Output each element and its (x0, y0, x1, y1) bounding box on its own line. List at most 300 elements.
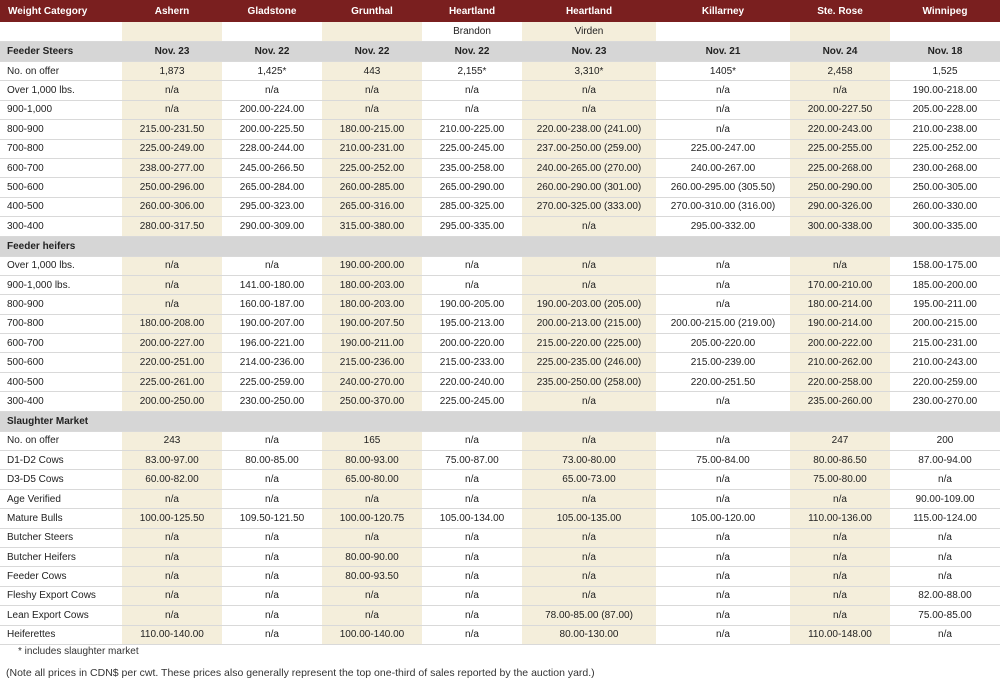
table-row (0, 256, 1000, 275)
table-row (0, 217, 1000, 236)
table-cell: 80.00-85.00 (222, 451, 322, 470)
table-cell: n/a (122, 81, 222, 100)
row-label: 800-900 (0, 295, 122, 314)
table-cell: 65.00-73.00 (522, 470, 656, 489)
row-label: Over 1,000 lbs. (0, 256, 122, 275)
table-row (0, 314, 1000, 333)
table-cell: n/a (322, 100, 422, 119)
table-row (0, 547, 1000, 566)
table-cell: Nov. 24 (790, 42, 890, 62)
table-cell: n/a (122, 528, 222, 547)
table-cell: 200.00-222.00 (790, 334, 890, 353)
table-cell: n/a (322, 81, 422, 100)
table-cell: 83.00-97.00 (122, 451, 222, 470)
table-cell: 260.00-285.00 (322, 178, 422, 197)
table-cell: n/a (890, 547, 1000, 566)
table-row (0, 606, 1000, 625)
table-cell: n/a (422, 528, 522, 547)
table-cell: 290.00-309.00 (222, 217, 322, 236)
table-cell (222, 236, 322, 256)
table-cell: 210.00-262.00 (790, 353, 890, 372)
table-cell: n/a (522, 528, 656, 547)
table-cell: 215.00-220.00 (225.00) (522, 334, 656, 353)
table-cell: 210.00-225.00 (422, 120, 522, 139)
table-cell (222, 22, 322, 42)
table-cell (422, 236, 522, 256)
table-cell: n/a (422, 547, 522, 566)
table-cell: n/a (656, 295, 790, 314)
row-label: Mature Bulls (0, 509, 122, 528)
table-cell: 1405* (656, 62, 790, 81)
table-cell: 270.00-325.00 (333.00) (522, 197, 656, 216)
table-cell: n/a (522, 567, 656, 586)
table-cell: n/a (122, 586, 222, 605)
table-cell: 200.00-224.00 (222, 100, 322, 119)
table-cell: n/a (656, 586, 790, 605)
table-cell: 200 (890, 431, 1000, 450)
table-cell: 190.00-211.00 (322, 334, 422, 353)
row-label: 900-1,000 lbs. (0, 275, 122, 294)
table-row (0, 62, 1000, 81)
table-cell (790, 236, 890, 256)
table-cell: n/a (422, 256, 522, 275)
table-cell: 110.00-140.00 (122, 625, 222, 644)
table-cell: 295.00-332.00 (656, 217, 790, 236)
table-cell: n/a (656, 625, 790, 644)
table-cell: n/a (656, 489, 790, 508)
table-cell: 190.00-218.00 (890, 81, 1000, 100)
table-cell: 220.00-238.00 (241.00) (522, 120, 656, 139)
table-cell: 280.00-317.50 (122, 217, 222, 236)
table-cell: 260.00-330.00 (890, 197, 1000, 216)
table-cell (422, 411, 522, 431)
table-cell: 185.00-200.00 (890, 275, 1000, 294)
table-cell: 1,873 (122, 62, 222, 81)
table-cell: n/a (122, 256, 222, 275)
table-cell: 215.00-239.00 (656, 353, 790, 372)
table-cell: 215.00-236.00 (322, 353, 422, 372)
row-label: 500-600 (0, 178, 122, 197)
table-cell: 285.00-325.00 (422, 197, 522, 216)
table-cell (522, 411, 656, 431)
table-cell: 200.00-250.00 (122, 392, 222, 411)
table-cell: 115.00-124.00 (890, 509, 1000, 528)
table-row (0, 139, 1000, 158)
table-cell: Heartland (522, 0, 656, 22)
table-cell: 220.00-251.00 (122, 353, 222, 372)
table-cell: 141.00-180.00 (222, 275, 322, 294)
table-cell: 75.00-80.00 (790, 470, 890, 489)
table-cell (890, 236, 1000, 256)
table-cell: 2,458 (790, 62, 890, 81)
table-cell: n/a (790, 606, 890, 625)
table-cell: Nov. 23 (522, 42, 656, 62)
table-cell: 247 (790, 431, 890, 450)
table-cell: n/a (122, 275, 222, 294)
row-label: 700-800 (0, 314, 122, 333)
table-cell: n/a (890, 567, 1000, 586)
table-cell: n/a (890, 625, 1000, 644)
table-cell: 235.00-260.00 (790, 392, 890, 411)
table-cell: 260.00-306.00 (122, 197, 222, 216)
table-row (0, 372, 1000, 391)
table-cell: n/a (656, 392, 790, 411)
table-cell: 225.00-268.00 (790, 158, 890, 177)
table-cell: 250.00-305.00 (890, 178, 1000, 197)
table-cell: Nov. 22 (222, 42, 322, 62)
table-row (0, 528, 1000, 547)
table-cell: Ste. Rose (790, 0, 890, 22)
table-cell: 205.00-220.00 (656, 334, 790, 353)
row-label: D1-D2 Cows (0, 451, 122, 470)
table-cell: 80.00-93.50 (322, 567, 422, 586)
table-cell: n/a (222, 606, 322, 625)
table-cell: 230.00-268.00 (890, 158, 1000, 177)
table-cell: 105.00-120.00 (656, 509, 790, 528)
table-cell: 260.00-290.00 (301.00) (522, 178, 656, 197)
table-cell: 100.00-120.75 (322, 509, 422, 528)
table-cell: 200.00-227.50 (790, 100, 890, 119)
table-cell: 240.00-267.00 (656, 158, 790, 177)
table-cell: n/a (122, 489, 222, 508)
table-cell: n/a (322, 606, 422, 625)
table-cell: 230.00-270.00 (890, 392, 1000, 411)
table-cell: n/a (522, 275, 656, 294)
table-cell: 290.00-326.00 (790, 197, 890, 216)
table-row (0, 392, 1000, 411)
table-cell: n/a (122, 567, 222, 586)
row-label: Feeder Steers (0, 42, 122, 62)
table-cell: n/a (790, 567, 890, 586)
table-cell: 260.00-295.00 (305.50) (656, 178, 790, 197)
table-cell: n/a (222, 547, 322, 566)
table-row (0, 120, 1000, 139)
table-cell (322, 22, 422, 42)
table-row (0, 178, 1000, 197)
table-cell: 235.00-258.00 (422, 158, 522, 177)
table-cell: 225.00-245.00 (422, 139, 522, 158)
table-cell: Nov. 22 (322, 42, 422, 62)
table-cell: n/a (656, 100, 790, 119)
table-cell (122, 411, 222, 431)
table-cell: Gladstone (222, 0, 322, 22)
table-cell: n/a (322, 489, 422, 508)
table-cell: 315.00-380.00 (322, 217, 422, 236)
table-cell: n/a (422, 567, 522, 586)
table-cell: 195.00-211.00 (890, 295, 1000, 314)
table-cell: n/a (656, 275, 790, 294)
subheader-row (0, 22, 1000, 42)
table-cell: 110.00-136.00 (790, 509, 890, 528)
table-cell: n/a (422, 625, 522, 644)
table-cell: 105.00-134.00 (422, 509, 522, 528)
table-cell: n/a (522, 392, 656, 411)
table-cell: n/a (890, 470, 1000, 489)
table-cell: n/a (522, 217, 656, 236)
table-cell: n/a (222, 256, 322, 275)
table-cell: 196.00-221.00 (222, 334, 322, 353)
table-cell: Brandon (422, 22, 522, 42)
table-cell: Winnipeg (890, 0, 1000, 22)
table-cell: 160.00-187.00 (222, 295, 322, 314)
table-row (0, 567, 1000, 586)
table-cell: Nov. 18 (890, 42, 1000, 62)
row-label: 700-800 (0, 139, 122, 158)
table-cell (522, 236, 656, 256)
table-cell: 190.00-203.00 (205.00) (522, 295, 656, 314)
table-cell: 80.00-90.00 (322, 547, 422, 566)
table-cell: 200.00-225.50 (222, 120, 322, 139)
table-cell: n/a (656, 256, 790, 275)
table-cell: 80.00-86.50 (790, 451, 890, 470)
table-cell (122, 236, 222, 256)
table-row (0, 625, 1000, 644)
table-cell (322, 411, 422, 431)
table-cell: 60.00-82.00 (122, 470, 222, 489)
table-cell: 215.00-233.00 (422, 353, 522, 372)
table-cell: Grunthal (322, 0, 422, 22)
row-label: No. on offer (0, 62, 122, 81)
table-cell: 1,425* (222, 62, 322, 81)
table-cell: 225.00-249.00 (122, 139, 222, 158)
row-label: Butcher Heifers (0, 547, 122, 566)
table-cell: n/a (656, 81, 790, 100)
table-cell: n/a (422, 586, 522, 605)
table-cell: 210.00-238.00 (890, 120, 1000, 139)
table-cell: 82.00-88.00 (890, 586, 1000, 605)
table-cell: n/a (122, 606, 222, 625)
table-cell: 75.00-84.00 (656, 451, 790, 470)
table-cell: 225.00-259.00 (222, 372, 322, 391)
table-cell: n/a (656, 547, 790, 566)
table-cell: 300.00-338.00 (790, 217, 890, 236)
table-row (0, 509, 1000, 528)
table-cell: 170.00-210.00 (790, 275, 890, 294)
table-cell: n/a (222, 431, 322, 450)
table-cell: 235.00-250.00 (258.00) (522, 372, 656, 391)
table-row (0, 431, 1000, 450)
price-note: (Note all prices in CDN$ per cwt. These prices also generally represent the top one-third of sales reported by the auction yard.) (6, 667, 595, 679)
row-label: Lean Export Cows (0, 606, 122, 625)
table-cell: 443 (322, 62, 422, 81)
row-label: Slaughter Market (0, 411, 122, 431)
row-label: 400-500 (0, 372, 122, 391)
table-cell: 200.00-215.00 (890, 314, 1000, 333)
table-row (0, 81, 1000, 100)
section-row (0, 411, 1000, 431)
table-cell: n/a (790, 547, 890, 566)
table-row (0, 334, 1000, 353)
row-label: D3-D5 Cows (0, 470, 122, 489)
table-cell: Heartland (422, 0, 522, 22)
table-cell: 195.00-213.00 (422, 314, 522, 333)
table-cell (656, 236, 790, 256)
table-cell: n/a (222, 489, 322, 508)
header-row (0, 0, 1000, 22)
row-label: Feeder heifers (0, 236, 122, 256)
table-cell: 80.00-93.00 (322, 451, 422, 470)
table-cell: n/a (890, 528, 1000, 547)
table-cell: 220.00-251.50 (656, 372, 790, 391)
table-cell: 270.00-310.00 (316.00) (656, 197, 790, 216)
table-cell: 237.00-250.00 (259.00) (522, 139, 656, 158)
row-label (0, 22, 122, 42)
table-cell: 238.00-277.00 (122, 158, 222, 177)
table-cell: 200.00-220.00 (422, 334, 522, 353)
table-cell: 250.00-296.00 (122, 178, 222, 197)
table-cell: n/a (422, 275, 522, 294)
table-row (0, 100, 1000, 119)
table-cell: 110.00-148.00 (790, 625, 890, 644)
table-row (0, 489, 1000, 508)
row-label: 400-500 (0, 197, 122, 216)
table-cell: n/a (422, 489, 522, 508)
table-cell (656, 22, 790, 42)
row-label: Feeder Cows (0, 567, 122, 586)
table-cell (322, 236, 422, 256)
table-cell: 250.00-370.00 (322, 392, 422, 411)
table-row (0, 586, 1000, 605)
table-cell: 200.00-215.00 (219.00) (656, 314, 790, 333)
row-label: 800-900 (0, 120, 122, 139)
table-cell: n/a (656, 120, 790, 139)
table-cell: n/a (222, 625, 322, 644)
table-cell: 243 (122, 431, 222, 450)
table-row (0, 295, 1000, 314)
table-cell (122, 22, 222, 42)
table-cell: Virden (522, 22, 656, 42)
table-cell: 180.00-203.00 (322, 275, 422, 294)
table-cell: 80.00-130.00 (522, 625, 656, 644)
row-label: 500-600 (0, 353, 122, 372)
table-cell: 225.00-261.00 (122, 372, 222, 391)
table-cell: 78.00-85.00 (87.00) (522, 606, 656, 625)
table-cell: n/a (656, 567, 790, 586)
table-cell: Ashern (122, 0, 222, 22)
table-cell: n/a (522, 81, 656, 100)
table-cell: 214.00-236.00 (222, 353, 322, 372)
table-cell: 265.00-290.00 (422, 178, 522, 197)
table-cell: 220.00-258.00 (790, 372, 890, 391)
row-label: Age Verified (0, 489, 122, 508)
table-cell: n/a (522, 489, 656, 508)
table-cell: n/a (656, 431, 790, 450)
row-label: Over 1,000 lbs. (0, 81, 122, 100)
table-cell: n/a (790, 528, 890, 547)
table-cell: n/a (656, 528, 790, 547)
table-cell: n/a (790, 81, 890, 100)
table-cell: 75.00-87.00 (422, 451, 522, 470)
table-cell: 75.00-85.00 (890, 606, 1000, 625)
table-cell: 220.00-259.00 (890, 372, 1000, 391)
table-cell: 295.00-335.00 (422, 217, 522, 236)
table-cell: 158.00-175.00 (890, 256, 1000, 275)
table-cell: n/a (522, 100, 656, 119)
row-label: No. on offer (0, 431, 122, 450)
table-cell: n/a (222, 586, 322, 605)
table-row (0, 353, 1000, 372)
table-cell: 205.00-228.00 (890, 100, 1000, 119)
table-cell: 100.00-140.00 (322, 625, 422, 644)
table-cell: 200.00-227.00 (122, 334, 222, 353)
table-cell: 3,310* (522, 62, 656, 81)
table-cell: n/a (322, 528, 422, 547)
section-row (0, 42, 1000, 62)
row-label: Heiferettes (0, 625, 122, 644)
table-cell: 87.00-94.00 (890, 451, 1000, 470)
table-cell: 225.00-252.00 (322, 158, 422, 177)
table-cell: 215.00-231.00 (890, 334, 1000, 353)
table-cell: n/a (790, 586, 890, 605)
table-row (0, 470, 1000, 489)
table-cell: 109.50-121.50 (222, 509, 322, 528)
table-cell: n/a (122, 295, 222, 314)
table-cell: 220.00-240.00 (422, 372, 522, 391)
table-cell: 250.00-290.00 (790, 178, 890, 197)
table-cell: 300.00-335.00 (890, 217, 1000, 236)
table-cell: 245.00-266.50 (222, 158, 322, 177)
table-cell: 200.00-213.00 (215.00) (522, 314, 656, 333)
table-cell: n/a (222, 81, 322, 100)
table-cell: Nov. 23 (122, 42, 222, 62)
table-cell: n/a (522, 547, 656, 566)
table-cell: 1,525 (890, 62, 1000, 81)
table-cell: n/a (422, 81, 522, 100)
table-cell: 295.00-323.00 (222, 197, 322, 216)
table-cell: n/a (522, 431, 656, 450)
table-cell: Nov. 22 (422, 42, 522, 62)
table-cell (890, 22, 1000, 42)
table-cell: 100.00-125.50 (122, 509, 222, 528)
table-cell: 228.00-244.00 (222, 139, 322, 158)
table-cell: Nov. 21 (656, 42, 790, 62)
table-cell: n/a (222, 567, 322, 586)
table-cell: n/a (790, 256, 890, 275)
table-cell: 190.00-205.00 (422, 295, 522, 314)
table-cell: 225.00-245.00 (422, 392, 522, 411)
table-cell: 90.00-109.00 (890, 489, 1000, 508)
table-row (0, 158, 1000, 177)
table-cell: n/a (790, 489, 890, 508)
table-cell (656, 411, 790, 431)
table-cell: 180.00-214.00 (790, 295, 890, 314)
table-cell: 105.00-135.00 (522, 509, 656, 528)
table-cell: 180.00-215.00 (322, 120, 422, 139)
row-label: 300-400 (0, 217, 122, 236)
table-cell: 65.00-80.00 (322, 470, 422, 489)
table-row (0, 451, 1000, 470)
table-row (0, 275, 1000, 294)
table-cell: 165 (322, 431, 422, 450)
table-cell (890, 411, 1000, 431)
table-cell: n/a (422, 470, 522, 489)
table-cell: n/a (422, 431, 522, 450)
table-cell: 220.00-243.00 (790, 120, 890, 139)
footnote: * includes slaughter market (18, 646, 139, 657)
table-cell: n/a (656, 606, 790, 625)
table-cell: 73.00-80.00 (522, 451, 656, 470)
table-cell: 265.00-316.00 (322, 197, 422, 216)
table-cell: 180.00-208.00 (122, 314, 222, 333)
row-label: 600-700 (0, 334, 122, 353)
table-cell: 225.00-252.00 (890, 139, 1000, 158)
table-row (0, 197, 1000, 216)
row-label: Weight Category (0, 0, 122, 22)
table-cell: n/a (222, 528, 322, 547)
table-cell: 225.00-247.00 (656, 139, 790, 158)
row-label: 900-1,000 (0, 100, 122, 119)
table-cell: 190.00-200.00 (322, 256, 422, 275)
